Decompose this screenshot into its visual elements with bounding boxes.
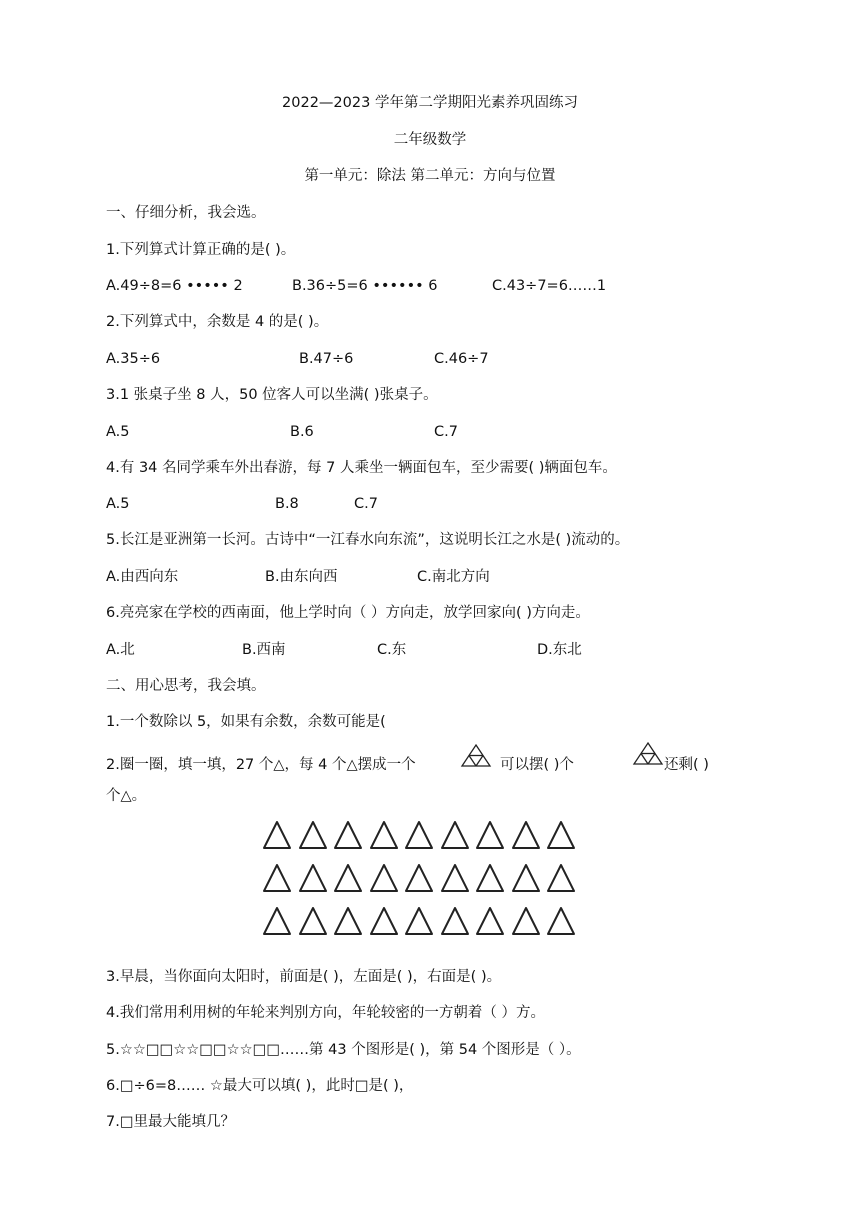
q5-option-a: A.由西向东 <box>106 569 179 585</box>
fill-question-3: 3.早晨，当你面向太阳时，前面是( )，左面是( )，右面是( )。 <box>106 969 502 985</box>
question-5: 5.长江是亚洲第一长河。古诗中“一江春水向东流”，这说明长江之水是( )流动的。 <box>106 532 630 548</box>
q5-option-b: B.由东向西 <box>265 569 338 585</box>
q6-option-d: D.东北 <box>537 642 582 658</box>
fill-question-6: 6.□÷6=8…… ☆最大可以填( )，此时□是( )， <box>106 1078 414 1094</box>
triangle-shape <box>546 863 576 893</box>
q5-option-c: C.南北方向 <box>417 569 490 585</box>
triangle-shape <box>333 863 363 893</box>
fill-question-7: 7.□里最大能填几？ <box>106 1114 236 1130</box>
triangle-shape <box>298 820 328 850</box>
section1-heading: 一、仔细分析，我会选。 <box>106 205 266 221</box>
q3-option-c: C.7 <box>434 424 458 440</box>
triangle-shape <box>475 820 505 850</box>
q4-option-b: B.8 <box>275 496 299 512</box>
triangle-shape <box>298 906 328 936</box>
triangle-shape <box>511 820 541 850</box>
question-4: 4.有 34 名同学乘车外出春游，每 7 人乘坐一辆面包车，至少需要( )辆面包车。 <box>106 460 617 476</box>
fill-question-2-part1: 2.圈一圈，填一填，27 个△，每 4 个△摆成一个 <box>106 757 416 773</box>
q1-option-a: A.49÷8=6 ••••• 2 <box>106 278 243 294</box>
triangle-shape <box>440 906 470 936</box>
triangle-shape <box>440 863 470 893</box>
triangle-shape <box>333 820 363 850</box>
triangle-group-icon <box>460 744 492 768</box>
q2-option-a: A.35÷6 <box>106 351 161 367</box>
fill-question-1: 1.一个数除以 5，如果有余数，余数可能是( <box>106 714 386 730</box>
unit-range: 第一单元：除法 第二单元：方向与位置 <box>304 168 556 184</box>
q6-option-c: C.东 <box>377 642 407 658</box>
q3-option-a: A.5 <box>106 424 130 440</box>
fill-question-4: 4.我们常用利用树的年轮来判别方向，年轮较密的一方朝着（ ）方。 <box>106 1005 545 1021</box>
triangle-group-icon <box>632 742 664 766</box>
question-3: 3.1 张桌子坐 8 人，50 位客人可以坐满( )张桌子。 <box>106 387 438 403</box>
triangle-shape <box>404 820 434 850</box>
q6-option-b: B.西南 <box>242 642 286 658</box>
q2-option-b: B.47÷6 <box>299 351 354 367</box>
triangle-shape <box>262 863 292 893</box>
triangle-shape <box>511 906 541 936</box>
q2-option-c: C.46÷7 <box>434 351 489 367</box>
q6-option-a: A.北 <box>106 642 135 658</box>
page-subtitle: 二年级数学 <box>393 132 467 148</box>
q4-option-a: A.5 <box>106 496 130 512</box>
triangle-shape <box>298 863 328 893</box>
fill-question-2-part3: 还剩( ) <box>664 757 709 773</box>
question-1: 1.下列算式计算正确的是( )。 <box>106 242 296 258</box>
fill-question-5: 5.☆☆□□☆☆□□☆☆□□……第 43 个图形是( )，第 54 个图形是（ ）。 <box>106 1042 581 1058</box>
triangle-shape <box>511 863 541 893</box>
page-title: 2022—2023 学年第二学期阳光素养巩固练习 <box>282 95 578 111</box>
triangle-shape <box>369 906 399 936</box>
triangle-shape <box>369 863 399 893</box>
q1-option-b: B.36÷5=6 •••••• 6 <box>292 278 438 294</box>
triangle-shape <box>475 863 505 893</box>
triangle-shape <box>333 906 363 936</box>
question-2: 2.下列算式中，余数是 4 的是( )。 <box>106 314 329 330</box>
triangle-grid <box>262 820 592 945</box>
fill-question-2-part2: 可以摆( )个 <box>500 757 574 773</box>
triangle-shape <box>546 820 576 850</box>
fill-question-2-part4: 个△。 <box>106 788 147 804</box>
triangle-shape <box>262 906 292 936</box>
question-6: 6.亮亮家在学校的西南面，他上学时向（ ）方向走，放学回家向( )方向走。 <box>106 605 590 621</box>
q3-option-b: B.6 <box>290 424 314 440</box>
triangle-shape <box>546 906 576 936</box>
q4-option-c: C.7 <box>354 496 378 512</box>
triangle-shape <box>440 820 470 850</box>
triangle-shape <box>369 820 399 850</box>
triangle-shape <box>262 820 292 850</box>
triangle-shape <box>404 906 434 936</box>
triangle-shape <box>404 863 434 893</box>
triangle-shape <box>475 906 505 936</box>
q1-option-c: C.43÷7=6……1 <box>492 278 607 294</box>
section2-heading: 二、用心思考，我会填。 <box>106 678 266 694</box>
